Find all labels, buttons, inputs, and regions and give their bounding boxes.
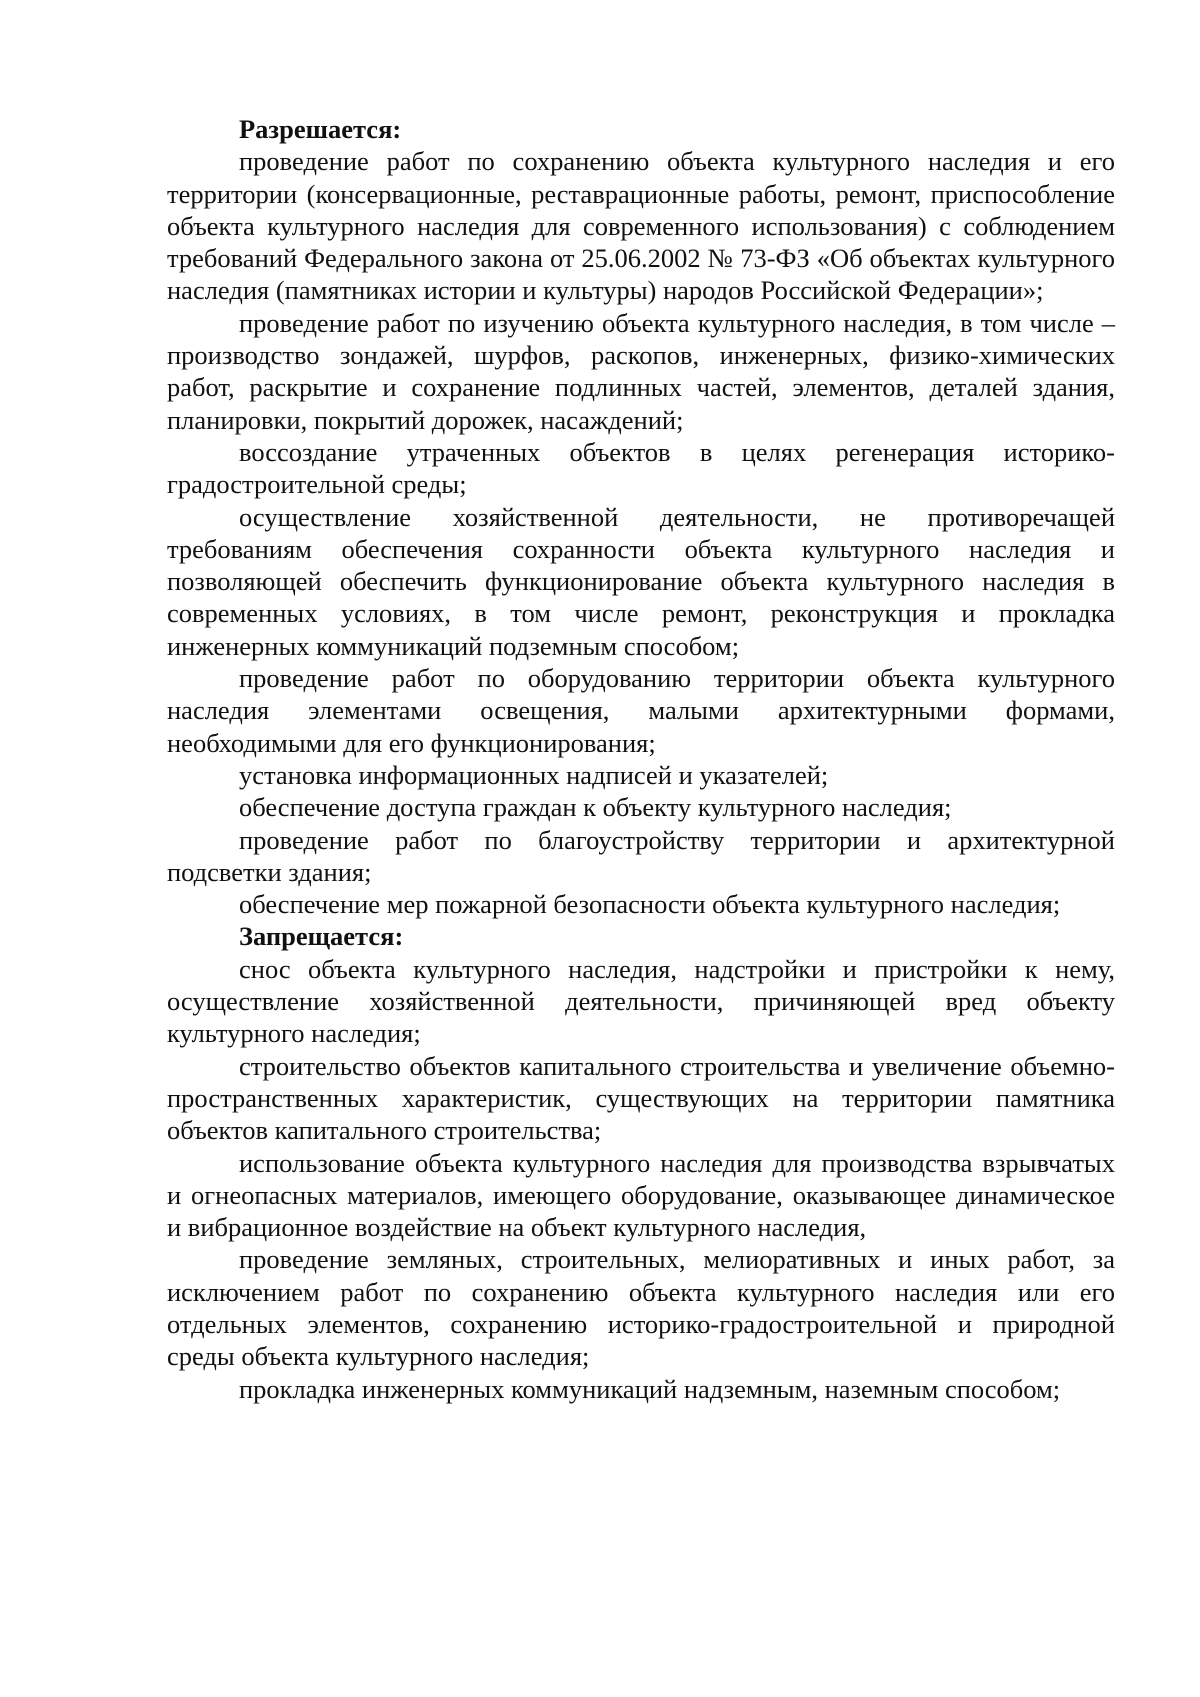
allowed-item: осуществление хозяйственной деятельности, не противоречащей требованиям обеспечения сохранности объекта культурного наследия и позволяющей обеспечить функционирование объекта культурного наследия в современных условиях, в том числе ремонт, реконструкция и прокладка инженерных коммуникаций подземным способом;: [167, 501, 1115, 661]
allowed-item: воссоздание утраченных объектов в целях регенерация историко-градостроительной среды;: [167, 436, 1115, 500]
forbidden-item: снос объекта культурного наследия, надстройки и пристройки к нему, осуществление хозяйственной деятельности, причиняющей вред объекту культурного наследия;: [167, 953, 1115, 1049]
forbidden-item: прокладка инженерных коммуникаций надземным, наземным способом;: [239, 1373, 1061, 1404]
allowed-item: обеспечение доступа граждан к объекту культурного наследия;: [239, 792, 952, 823]
forbidden-item: проведение земляных, строительных, мелиоративных и иных работ, за исключением работ по сохранению объекта культурного наследия или его отдельных элементов, сохранению историко-градостроительной и природной среды объекта культурного наследия;: [167, 1244, 1115, 1372]
forbidden-item: использование объекта культурного наследия для производства взрывчатых и огнеопасных материалов, имеющего оборудование, оказывающее динамическое и вибрационное воздействие на объект культурного наследия,: [167, 1147, 1115, 1243]
section-heading-allowed: Разрешается:: [239, 114, 402, 144]
allowed-item: проведение работ по изучению объекта культурного наследия, в том числе – производство зондажей, шурфов, раскопов, инженерных, физико-химических работ, раскрытие и сохранение подлинных частей, элементов, деталей здания, планировки, покрытий дорожек, насаждений;: [167, 307, 1115, 435]
allowed-item: обеспечение мер пожарной безопасности объекта культурного наследия;: [239, 889, 1061, 920]
allowed-item: проведение работ по благоустройству территории и архитектурной подсветки здания;: [167, 824, 1115, 887]
section-heading-forbidden: Запрещается:: [239, 921, 404, 952]
allowed-item: проведение работ по сохранению объекта культурного наследия и его территории (консервационные, реставрационные работы, ремонт, приспособление объекта культурного наследия для современного использования) с соблюдением требований Федерального закона от 25.06.2002 № 73-ФЗ «Об объектах культурного наследия (памятниках истории и культуры) народов Российской Федерации»;: [167, 146, 1115, 306]
allowed-item: проведение работ по оборудованию территории объекта культурного наследия элементами освещения, малыми архитектурными формами, необходимыми для его функционирования;: [167, 663, 1115, 758]
forbidden-item: строительство объектов капитального строительства и увеличение объемно-пространственных характеристик, существующих на территории памятника объектов капитального строительства;: [167, 1050, 1115, 1146]
document-body: [167, 113, 1115, 1405]
allowed-item: установка информационных надписей и указателей;: [239, 759, 829, 790]
